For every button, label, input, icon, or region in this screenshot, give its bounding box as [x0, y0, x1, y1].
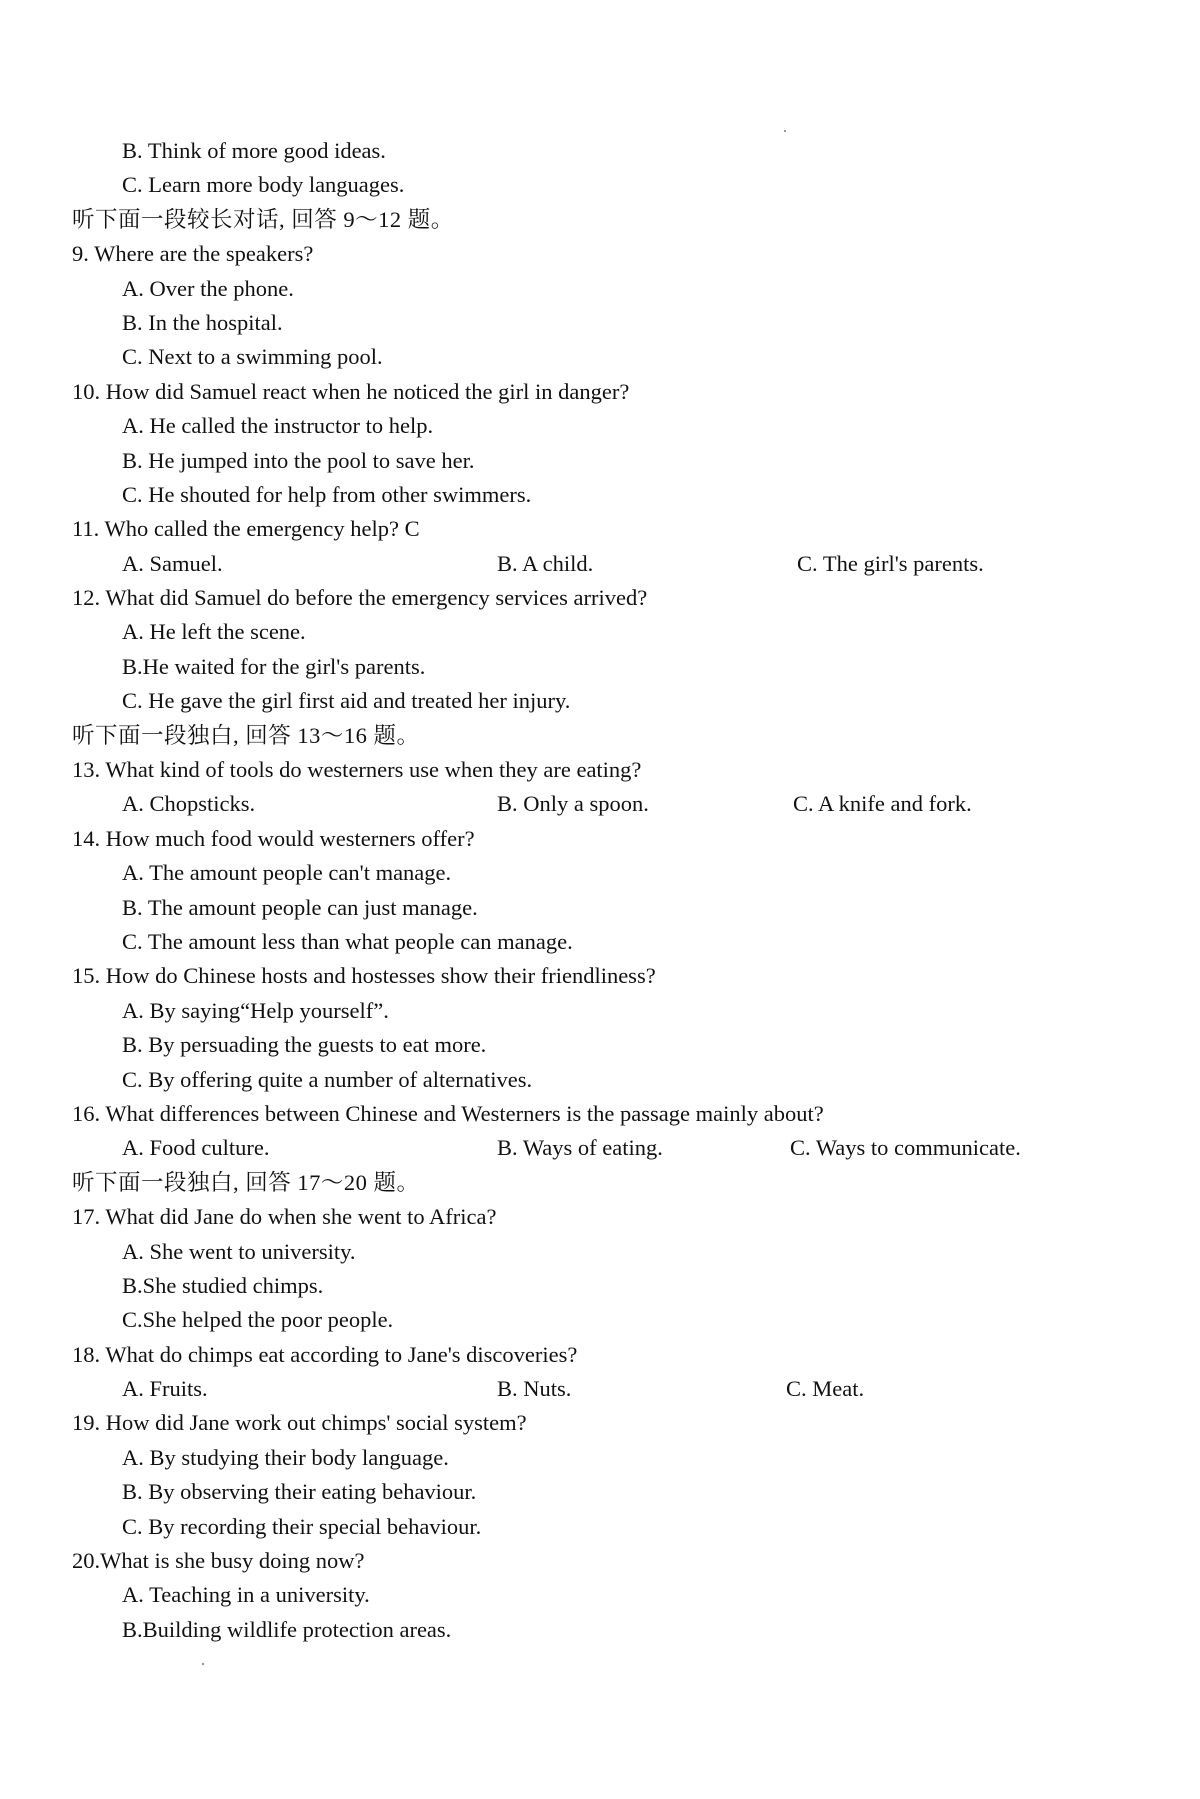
option-b: B. Only a spoon. [497, 791, 649, 817]
option-b: B. Nuts. [497, 1376, 572, 1402]
option-c: C. The amount less than what people can manage. [122, 928, 573, 954]
question-list [72, 134, 1132, 1647]
options-row [72, 787, 1132, 821]
options-row [72, 547, 1132, 581]
option-c: C. Meat. [786, 1376, 865, 1402]
option-c: C. Next to a swimming pool. [122, 344, 383, 370]
option-b: B. A child. [497, 550, 594, 576]
option-a: A. Chopsticks. [122, 791, 256, 817]
option-b: B. He jumped into the pool to save her. [122, 447, 475, 473]
option-a: A. By studying their body language. [122, 1444, 449, 1470]
question-16: 16. What differences between Chinese and Westerners is the passage mainly about? [72, 1100, 824, 1126]
question-14: 14. How much food would westerners offer? [72, 825, 475, 851]
option-c: C. Learn more body languages. [122, 172, 405, 198]
question-11: 11. Who called the emergency help? C [72, 516, 420, 542]
question-20: 20.What is she busy doing now? [72, 1548, 365, 1574]
question-17: 17. What did Jane do when she went to Africa? [72, 1204, 497, 1230]
option-c: C. By recording their special behaviour. [122, 1513, 482, 1539]
option-b: B. The amount people can just manage. [122, 894, 478, 920]
option-c: C. A knife and fork. [793, 791, 972, 817]
option-b: B. By persuading the guests to eat more. [122, 1032, 487, 1058]
option-a: A. By saying“Help yourself”. [122, 997, 389, 1023]
option-a: A. He left the scene. [122, 619, 306, 645]
option-a: A. The amount people can't manage. [122, 860, 452, 886]
option-b: B.Building wildlife protection areas. [122, 1616, 452, 1642]
option-c: C. Ways to communicate. [790, 1135, 1021, 1161]
question-15: 15. How do Chinese hosts and hostesses show their friendliness? [72, 963, 656, 989]
question-13: 13. What kind of tools do westerners use when they are eating? [72, 757, 642, 783]
option-a: A. He called the instructor to help. [122, 413, 434, 439]
option-a: A. Teaching in a university. [122, 1582, 370, 1608]
option-b: B.He waited for the girl's parents. [122, 653, 426, 679]
question-18: 18. What do chimps eat according to Jane's discoveries? [72, 1341, 578, 1367]
option-a: A. Food culture. [122, 1135, 270, 1161]
option-c: C.She helped the poor people. [122, 1307, 394, 1333]
section-instruction: 听下面一段独白, 回答 13～16 题。 [72, 722, 420, 748]
section-instruction: 听下面一段较长对话, 回答 9～12 题。 [72, 206, 454, 232]
option-a: A. Fruits. [122, 1376, 208, 1402]
option-c: C. He gave the girl first aid and treated her injury. [122, 688, 571, 714]
option-c: C. He shouted for help from other swimmers. [122, 481, 532, 507]
option-b: B. By observing their eating behaviour. [122, 1479, 477, 1505]
scan-speck [784, 130, 786, 132]
option-b: B.She studied chimps. [122, 1272, 324, 1298]
option-c: C. By offering quite a number of alternatives. [122, 1066, 533, 1092]
question-10: 10. How did Samuel react when he noticed the girl in danger? [72, 378, 630, 404]
option-c: C. The girl's parents. [797, 550, 984, 576]
option-b: B. In the hospital. [122, 309, 283, 335]
scan-speck [202, 1663, 204, 1665]
option-b: B. Think of more good ideas. [122, 138, 386, 163]
question-9: 9. Where are the speakers? [72, 241, 314, 267]
question-12: 12. What did Samuel do before the emergency services arrived? [72, 585, 648, 611]
section-instruction: 听下面一段独白, 回答 17～20 题。 [72, 1169, 420, 1195]
options-row [72, 1372, 1132, 1406]
option-a: A. Samuel. [122, 550, 223, 576]
option-a: A. Over the phone. [122, 275, 294, 301]
option-b: B. Ways of eating. [497, 1135, 663, 1161]
option-a: A. She went to university. [122, 1238, 356, 1264]
options-row [72, 1131, 1132, 1165]
question-19: 19. How did Jane work out chimps' social system? [72, 1410, 527, 1436]
